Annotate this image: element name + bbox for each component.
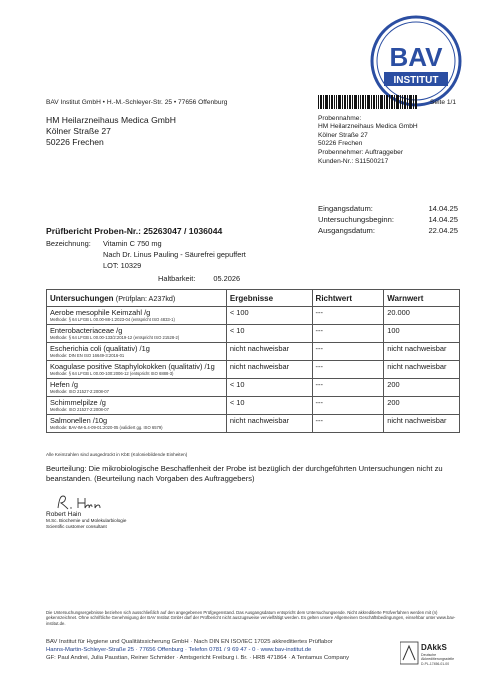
table-row	[47, 397, 460, 415]
logo-line1: BAV	[389, 42, 443, 72]
date-row	[318, 225, 458, 236]
table-row	[47, 415, 460, 433]
bezeichnung-line: LOT: 10329	[103, 261, 142, 270]
header-test: Untersuchungen (Prüfplan: A237kd)	[47, 290, 227, 307]
dakks-mark: DAkkS	[421, 643, 447, 652]
date-value: 22.04.25	[428, 226, 458, 235]
handwritten-signature	[54, 493, 114, 511]
date-value: 14.04.25	[428, 215, 458, 224]
logo-line2: INSTITUT	[393, 75, 439, 86]
table-header-row	[47, 290, 460, 307]
disclaimer: Die Untersuchungsergebnisse beziehen sich ausschließlich auf den angegebenen Prüfgegenstand. Das Ausgangsdatum entspricht dem Untersuchungsende. Nicht akkreditierte Prüfverfahren werden mit (n) gekennzeichnet. Ohne schriftliche Genehmigung der BAV Institut GmbH darf der Prüfbericht nicht auszugsweise vervielfältigt werden. Es gelten unsere Allgemeinen Geschäftsbedingungen, einsehbar unter www.bav-institut.de.	[46, 610, 456, 626]
warn-cell: nicht nachweisbar	[384, 343, 460, 361]
warn-cell: 200	[384, 379, 460, 397]
date-value: 14.04.25	[428, 204, 458, 213]
dakks-accreditation-mark	[400, 640, 464, 668]
recipient-address	[46, 115, 176, 148]
footer-line: Hanns-Martin-Schleyer-Straße 25 · 77656 Offenburg · Telefon 0781 / 9 69 47 - 0 · www.bav-institut.de	[46, 647, 312, 653]
test-method: Methode: § 64 LFGB L 00.00-100:2006-12 (entspricht ISO 6888-3)	[50, 371, 174, 376]
result-cell: nicht nachweisbar	[226, 343, 312, 361]
kbe-note: Alle Keimzahlen sind ausgedrückt in KbE (Koloniebildende Einheiten)	[46, 452, 188, 457]
bezeichnung-label: Bezeichnung:	[46, 239, 91, 248]
beurteilung: Beurteilung: Die mikrobiologische Beschaffenheit der Probe ist bezüglich der durchgeführten Untersuchungen nicht zu beanstanden. (Beurteilung nach Vorgaben des Auftraggebers)	[46, 464, 443, 483]
footer	[46, 638, 386, 662]
test-method: Methode: DIN EN ISO 16649-3:2016-01	[50, 353, 125, 358]
result-cell: < 10	[226, 325, 312, 343]
result-cell: nicht nachweisbar	[226, 415, 312, 433]
test-name: Enterobacteriaceae /g	[50, 326, 123, 335]
table-row	[47, 343, 460, 361]
table-row	[47, 361, 460, 379]
signer-name: Robert Hain	[46, 511, 82, 518]
result-cell: < 10	[226, 397, 312, 415]
ref-cell: ---	[312, 361, 384, 379]
ref-cell: ---	[312, 397, 384, 415]
test-name: Aerobe mesophile Keimzahl /g	[50, 308, 151, 317]
probennahme-line: Kölner Straße 27	[318, 131, 368, 139]
dates-block	[318, 203, 458, 236]
warn-cell: nicht nachweisbar	[384, 415, 460, 433]
probennahme-line: HM Heilarzneihaus Medica GmbH	[318, 123, 418, 131]
ref-cell: ---	[312, 379, 384, 397]
signer-block	[46, 511, 126, 529]
haltbarkeit	[158, 274, 258, 283]
result-cell: nicht nachweisbar	[226, 361, 312, 379]
footer-line: BAV Institut für Hygiene und Qualitätssicherung GmbH · Nach DIN EN ISO/IEC 17025 akkreditiertes Prüflabor	[46, 639, 333, 645]
probennahme-line: 50226 Frechen	[318, 140, 363, 148]
date-label: Ausgangsdatum:	[318, 226, 375, 235]
test-method: Methode: ISO 21527-2:2008-07	[50, 407, 109, 412]
recipient-name: HM Heilarzneihaus Medica GmbH	[46, 115, 176, 125]
warn-cell: 100	[384, 325, 460, 343]
probennahme-block	[318, 115, 418, 157]
probennahme-label: Probennahme:	[318, 115, 362, 122]
warn-cell: 200	[384, 397, 460, 415]
test-method: Methode: ISO 21527-2:2008-07	[50, 389, 109, 394]
table-row	[47, 307, 460, 325]
date-label: Untersuchungsbeginn:	[318, 215, 394, 224]
ref-cell: ---	[312, 343, 384, 361]
table-row	[47, 325, 460, 343]
test-method: Methode: § 64 LFGB L 00.00-88-1:2023-04 (entspricht ISO 4833-1)	[50, 317, 175, 322]
warn-cell: nicht nachweisbar	[384, 361, 460, 379]
dakks-line1: Deutsche	[421, 653, 437, 657]
date-label: Eingangsdatum:	[318, 204, 373, 213]
result-cell: < 100	[226, 307, 312, 325]
dakks-line3: D-PL-17456-01-00	[421, 662, 450, 666]
table-row	[47, 379, 460, 397]
signer-title: M.Sc. Biochemie und Molekularbiologie	[46, 518, 127, 523]
page-label: Seite 1/1	[430, 99, 457, 106]
footer-line: GF: Paul Andrei, Julia Paustian, Reiner Schmider · Amtsgericht Freiburg i. Br. · HRB 471864 · A Tentamus Company	[46, 655, 350, 661]
report-title: Prüfbericht Proben-Nr.: 25263047 / 1036044	[46, 226, 223, 236]
header-ref: Richtwert	[312, 290, 384, 307]
test-name: Escherichia coli (qualitativ) /1g	[50, 344, 150, 353]
probennehmer: Probennehmer: Auftraggeber	[318, 148, 404, 156]
haltbarkeit-value: 05.2026	[213, 274, 241, 283]
recipient-street: Kölner Straße 27	[46, 126, 111, 136]
test-name: Schimmelpilze /g	[50, 398, 106, 407]
test-method: Methode: § 64 LFGB L 00.00-133/2:2019-12 (entspricht ISO 21528-2)	[50, 335, 180, 340]
recipient-city: 50226 Frechen	[46, 137, 104, 147]
haltbarkeit-label: Haltbarkeit:	[158, 274, 196, 283]
header-warn: Warnwert	[384, 290, 460, 307]
bezeichnung-line: Nach Dr. Linus Pauling - Säurefrei gepuffert	[103, 250, 246, 259]
header-result: Ergebnisse	[226, 290, 312, 307]
date-row	[318, 214, 458, 225]
sender-line: BAV Institut GmbH • H.-M.-Schleyer-Str. 25 • 77656 Offenburg	[46, 99, 228, 106]
ref-cell: ---	[312, 325, 384, 343]
signer-role: Scientific customer consultant	[46, 523, 107, 529]
test-method: Methode: BAV-IM-5.4-09-01:2020-05 (validiert gg. ISO 6579)	[50, 425, 163, 430]
warn-cell: 20.000	[384, 307, 460, 325]
ref-cell: ---	[312, 415, 384, 433]
bav-institut-logo	[369, 14, 463, 108]
test-name: Hefen /g	[50, 380, 78, 389]
ref-cell: ---	[312, 307, 384, 325]
test-name: Salmonellen /10g	[50, 416, 108, 425]
dakks-line2: Akkreditierungsstelle	[421, 657, 455, 661]
results-table	[46, 289, 460, 433]
date-row	[318, 203, 458, 214]
test-name: Koagulase positive Staphylokokken (qualitativ) /1g	[50, 362, 215, 371]
barcode	[318, 95, 418, 109]
bezeichnung-line: Vitamin C 750 mg	[103, 239, 162, 248]
kunden-nr: Kunden-Nr.: S11500217	[318, 158, 389, 165]
result-cell: < 10	[226, 379, 312, 397]
header-plan: (Prüfplan: A237kd)	[115, 293, 176, 303]
